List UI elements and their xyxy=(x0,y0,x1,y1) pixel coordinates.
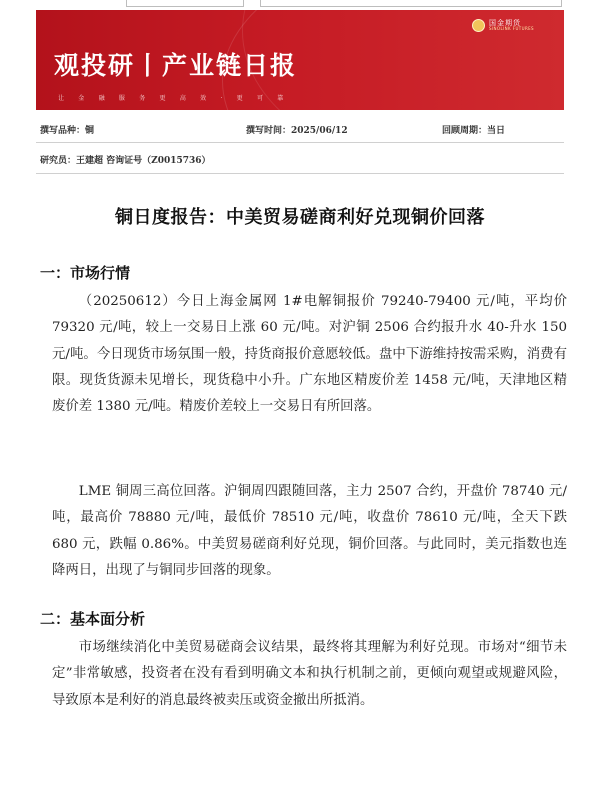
top-box-left xyxy=(126,0,244,7)
meta-researcher: 研究员：王建超 咨询证号（Z0015736） xyxy=(40,156,211,166)
section-title-market: 一：市场行情 xyxy=(40,264,131,282)
meta-variety: 撰写品种：铜 xyxy=(40,126,95,136)
meta-write-time: 撰写时间：2025/06/12 xyxy=(246,126,348,136)
market-paragraph-1: （20250612）今日上海金属网 1#电解铜报价 79240-79400 元/吨，平均价 79320 元/吨，较上一交易日上涨 60 元/吨。对沪铜 2506 合约报升水 40-升水 150 元/吨。今日现货市场氛围一般，持货商报价意愿较低。盘中下游维持按需采购，消费有限。现货货源未见增长，现货稳中小升。广东地区精废价差 1458 元/吨，天津地区精废价差 1380 元/吨。精废价差较上一交易日有所回落。 xyxy=(52,294,567,415)
top-strip xyxy=(0,0,600,10)
divider xyxy=(36,173,564,174)
banner-title: 观投研丨产业链日报 xyxy=(54,51,298,80)
report-banner xyxy=(36,10,564,110)
logo-text xyxy=(489,20,534,31)
section-title-fundamentals: 二：基本面分析 xyxy=(40,610,146,628)
company-logo xyxy=(472,19,534,32)
banner-slogan: 让 金 融 服 务 更 高 效 · 更 可 靠 xyxy=(58,95,290,102)
fundamentals-paragraph-1: 市场继续消化中美贸易磋商会议结果，最终将其理解为利好兑现。市场对“细节未定”非常敏感，投资者在没有看到明确文本和执行机制之前，更倾向观望或规避风险，导致原本是利好的消息最终被卖压或资金撤出所抵消。 xyxy=(52,640,567,708)
market-paragraph-2: LME 铜周三高位回落。沪铜周四跟随回落，主力 2507 合约，开盘价 78740 元/吨，最高价 78880 元/吨，最低价 78510 元/吨，收盘价 78610 元/吨，全天下跌 680 元，跌幅 0.86%。中美贸易磋商利好兑现，铜价回落。与此同时，美元指数也连降两日，出现了与铜同步回落的现象。 xyxy=(52,484,567,578)
report-headline: 铜日度报告：中美贸易磋商利好兑现铜价回落 xyxy=(115,207,485,228)
logo-en: SINOLINK FUTURES xyxy=(489,26,534,31)
meta-review-period: 回顾周期：当日 xyxy=(442,126,506,136)
logo-icon xyxy=(472,19,485,32)
divider xyxy=(36,142,564,143)
top-box-right xyxy=(260,0,562,7)
logo-cn: 国金期货 xyxy=(489,19,521,27)
